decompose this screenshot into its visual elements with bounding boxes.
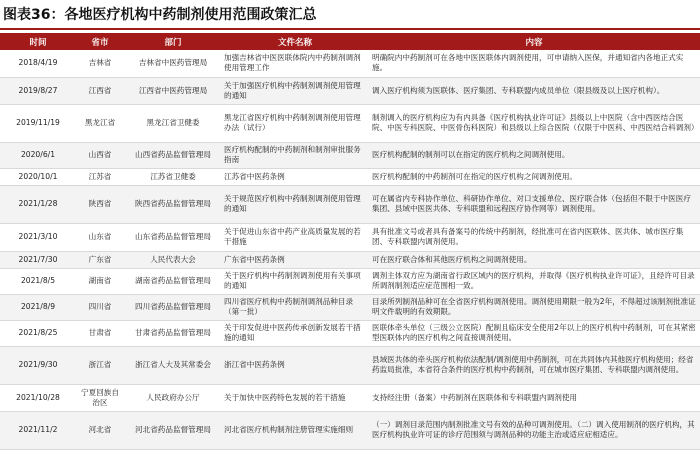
- cell-department: 河北省药品监督管理局: [135, 425, 211, 434]
- cell-province: 陕西省: [88, 199, 112, 208]
- cell-province: 河北省: [88, 425, 112, 434]
- cell-department: 黑龙江省卫健委: [146, 118, 200, 127]
- table-row: [0, 185, 700, 223]
- cell-content: （一）调剂目录范围内制剂批准文号有效的品种可调剂使用。（二）调入使用制剂的医疗机构，其医疗机构执业许可证的诊疗范围须与调剂品种的功能主治或适应症相适应。: [372, 420, 695, 439]
- cell-file-name: 加强吉林省中医医联体院内中药制剂调剂使用管理工作: [224, 53, 361, 73]
- table-row: [0, 294, 700, 320]
- cell-department: 人民代表大会: [150, 254, 196, 264]
- cell-province: 江苏省: [88, 171, 112, 181]
- cell-province: 甘肃省: [88, 328, 112, 337]
- column-header-province: 省市: [91, 37, 109, 48]
- table-row: [0, 384, 700, 411]
- table-row: [0, 268, 700, 294]
- cell-department: 陕西省药品监督管理局: [135, 199, 211, 208]
- cell-content: 医疗机构配制的中药制剂可在指定的医疗机构之间调剂使用。: [372, 171, 578, 181]
- column-header-department: 部门: [164, 37, 182, 48]
- cell-province: 浙江省: [88, 360, 112, 369]
- cell-department: 江西省中医药管理局: [138, 85, 208, 95]
- cell-date: 2021/10/28: [16, 392, 60, 402]
- cell-department: 人民政府办公厅: [146, 392, 200, 402]
- table-row: [0, 346, 700, 384]
- cell-province: 吉林省: [88, 58, 112, 68]
- cell-content: 支持经注册（备案）中药制剂在医联体和专科联盟内调剂使用: [372, 392, 578, 402]
- cell-content: 医疗机构配制的制剂可以在指定的医疗机构之间调剂使用。: [372, 150, 570, 159]
- cell-province: 四川省: [88, 302, 112, 311]
- cell-file-name: 浙江省中医药条例: [224, 360, 285, 369]
- cell-date: 2021/8/25: [18, 328, 58, 337]
- cell-department: 吉林省中医药管理局: [138, 58, 208, 68]
- cell-date: 2018/4/19: [18, 58, 58, 68]
- cell-department: 山西省药品监督管理局: [135, 150, 211, 159]
- table-row: [0, 104, 700, 142]
- cell-content: 明确院内中药制剂可在各地中医医联体内调剂使用，可申请纳入医保，并通知省内各地正式实施。: [372, 53, 684, 73]
- cell-department: 甘肃省药品监督管理局: [135, 328, 211, 337]
- cell-content: 县域医共体的牵头医疗机构依法配制/调剂使用中药制剂，可在共同体内其他医疗机构使用；经省药监局批准，本省符合条件的医疗机构中药制剂，可在城市医疗集团、专科联盟内调剂使用。: [372, 355, 694, 374]
- cell-date: 2021/8/5: [20, 276, 56, 285]
- cell-date: 2021/3/10: [18, 232, 58, 241]
- cell-date: 2021/11/2: [18, 425, 58, 434]
- cell-date: 2021/8/9: [20, 302, 56, 311]
- cell-file-name: 关于规范医疗机构中药制剂调剂使用管理的通知: [224, 194, 361, 213]
- cell-content: 制剂调入的医疗机构应为有内具备《医疗机构执业许可证》县级以上中医院（含中西医结合医院、中医专科医院、中医骨伤科医院）和县级以上综合医院（仅限于中医科、中西医结合科调剂）: [372, 113, 699, 132]
- table-row: [0, 251, 700, 268]
- table-row: [0, 50, 700, 77]
- cell-file-name: 广东省中医药条例: [224, 254, 285, 264]
- cell-content: 可在医疗联合体和其他医疗机构之间调剂使用。: [372, 254, 532, 264]
- cell-content: 调剂主体双方应为湖南省行政区域内的医疗机构，并取得《医疗机构执业许可证》，且经许可目录所调剂制剂适应症范围相一致。: [372, 271, 695, 290]
- cell-province: 黑龙江省: [84, 118, 116, 127]
- table-row: [0, 411, 700, 449]
- cell-file-name: 关于促进山东省中药产业高质量发展的若干措施: [224, 227, 361, 246]
- cell-file-name: 关于印发促进中医药传承创新发展若干措施的通知: [224, 323, 361, 342]
- cell-department: 江苏省卫健委: [150, 171, 196, 181]
- cell-date: 2021/9/30: [18, 360, 58, 369]
- table-row: [0, 168, 700, 185]
- cell-date: 2021/1/28: [18, 199, 58, 208]
- cell-department: 浙江省人大及其常委会: [135, 360, 211, 369]
- column-header-content: 内容: [525, 37, 543, 48]
- cell-date: 2020/6/1: [20, 150, 56, 159]
- cell-file-name: 关于加快中医药特色发展的若干措施: [224, 392, 346, 402]
- cell-province: 江西省: [88, 85, 112, 95]
- figure-title: 图表36：各地医疗机构中药制剂使用范围政策汇总: [3, 7, 317, 23]
- cell-file-name: 关于加强医疗机构中药制剂调剂使用管理的通知: [224, 80, 361, 100]
- table-row: [0, 320, 700, 346]
- column-header-file-name: 文件名称: [277, 37, 312, 48]
- cell-file-name: 黑龙江省医疗机构中药制剂调剂使用管理办法（试行）: [224, 113, 361, 132]
- table-row: [0, 142, 700, 168]
- table-row: [0, 223, 700, 251]
- cell-content: 具有批准文号或者具有备案号的传统中药制剂，经批准可在省内医联体、医共体、城市医疗集团、专科联盟内调剂使用。: [372, 227, 684, 246]
- cell-content: 目录所列制剂品种可在全省医疗机构调剂使用。调剂使用期限一般为2年，不得超过该制剂批准证明文件载明的有效期限。: [372, 297, 696, 316]
- cell-content: 调入医疗机构须为医联体、医疗集团、专科联盟内成员单位（限县级及以上医疗机构）。: [372, 85, 665, 95]
- title-underline: [0, 28, 700, 30]
- cell-department: 湖南省药品监督管理局: [135, 276, 211, 285]
- cell-file-name: 河北省医疗机构制剂注册管理实施细则: [224, 425, 354, 434]
- cell-date: 2021/7/30: [18, 254, 58, 264]
- cell-province: 湖南省: [88, 276, 112, 285]
- cell-file-name: 关于医疗机构中药制剂调剂使用有关事项的通知: [224, 271, 361, 290]
- cell-content: 可在属省内专科协作单位、科研协作单位、对口支援单位、医疗联合体（包括但不限于中医医疗集团、县域中医医共体、专科联盟和远程医疗协作网等）调剂使用。: [372, 194, 691, 213]
- cell-content: 医联体牵头单位（三级公立医院）配制且临床安全使用2年以上的医疗机构中药制剂，可在其紧密型医联体内的医疗机构之间直接调剂使用。: [372, 323, 696, 342]
- cell-province: 山东省: [88, 232, 112, 241]
- cell-file-name: 四川省医疗机构中药制剂调剂品种目录（第一批）: [224, 297, 354, 316]
- table-row: [0, 77, 700, 104]
- cell-province: 广东省: [88, 254, 112, 264]
- policy-table: [0, 33, 700, 450]
- cell-file-name: 医疗机构配制的中药制剂和制剂审批服务指南: [224, 145, 361, 164]
- cell-department: 四川省药品监督管理局: [135, 302, 211, 311]
- cell-date: 2020/10/1: [18, 171, 58, 181]
- column-header-date: 时间: [29, 37, 47, 48]
- cell-date: 2019/8/27: [18, 85, 58, 95]
- cell-date: 2019/11/19: [16, 118, 60, 127]
- cell-province: 宁夏回族自治区: [81, 387, 119, 407]
- cell-province: 山西省: [88, 150, 112, 159]
- cell-department: 山东省药品监督管理局: [135, 232, 211, 241]
- cell-file-name: 江苏省中医药条例: [224, 171, 285, 181]
- table-header-row: [0, 33, 700, 50]
